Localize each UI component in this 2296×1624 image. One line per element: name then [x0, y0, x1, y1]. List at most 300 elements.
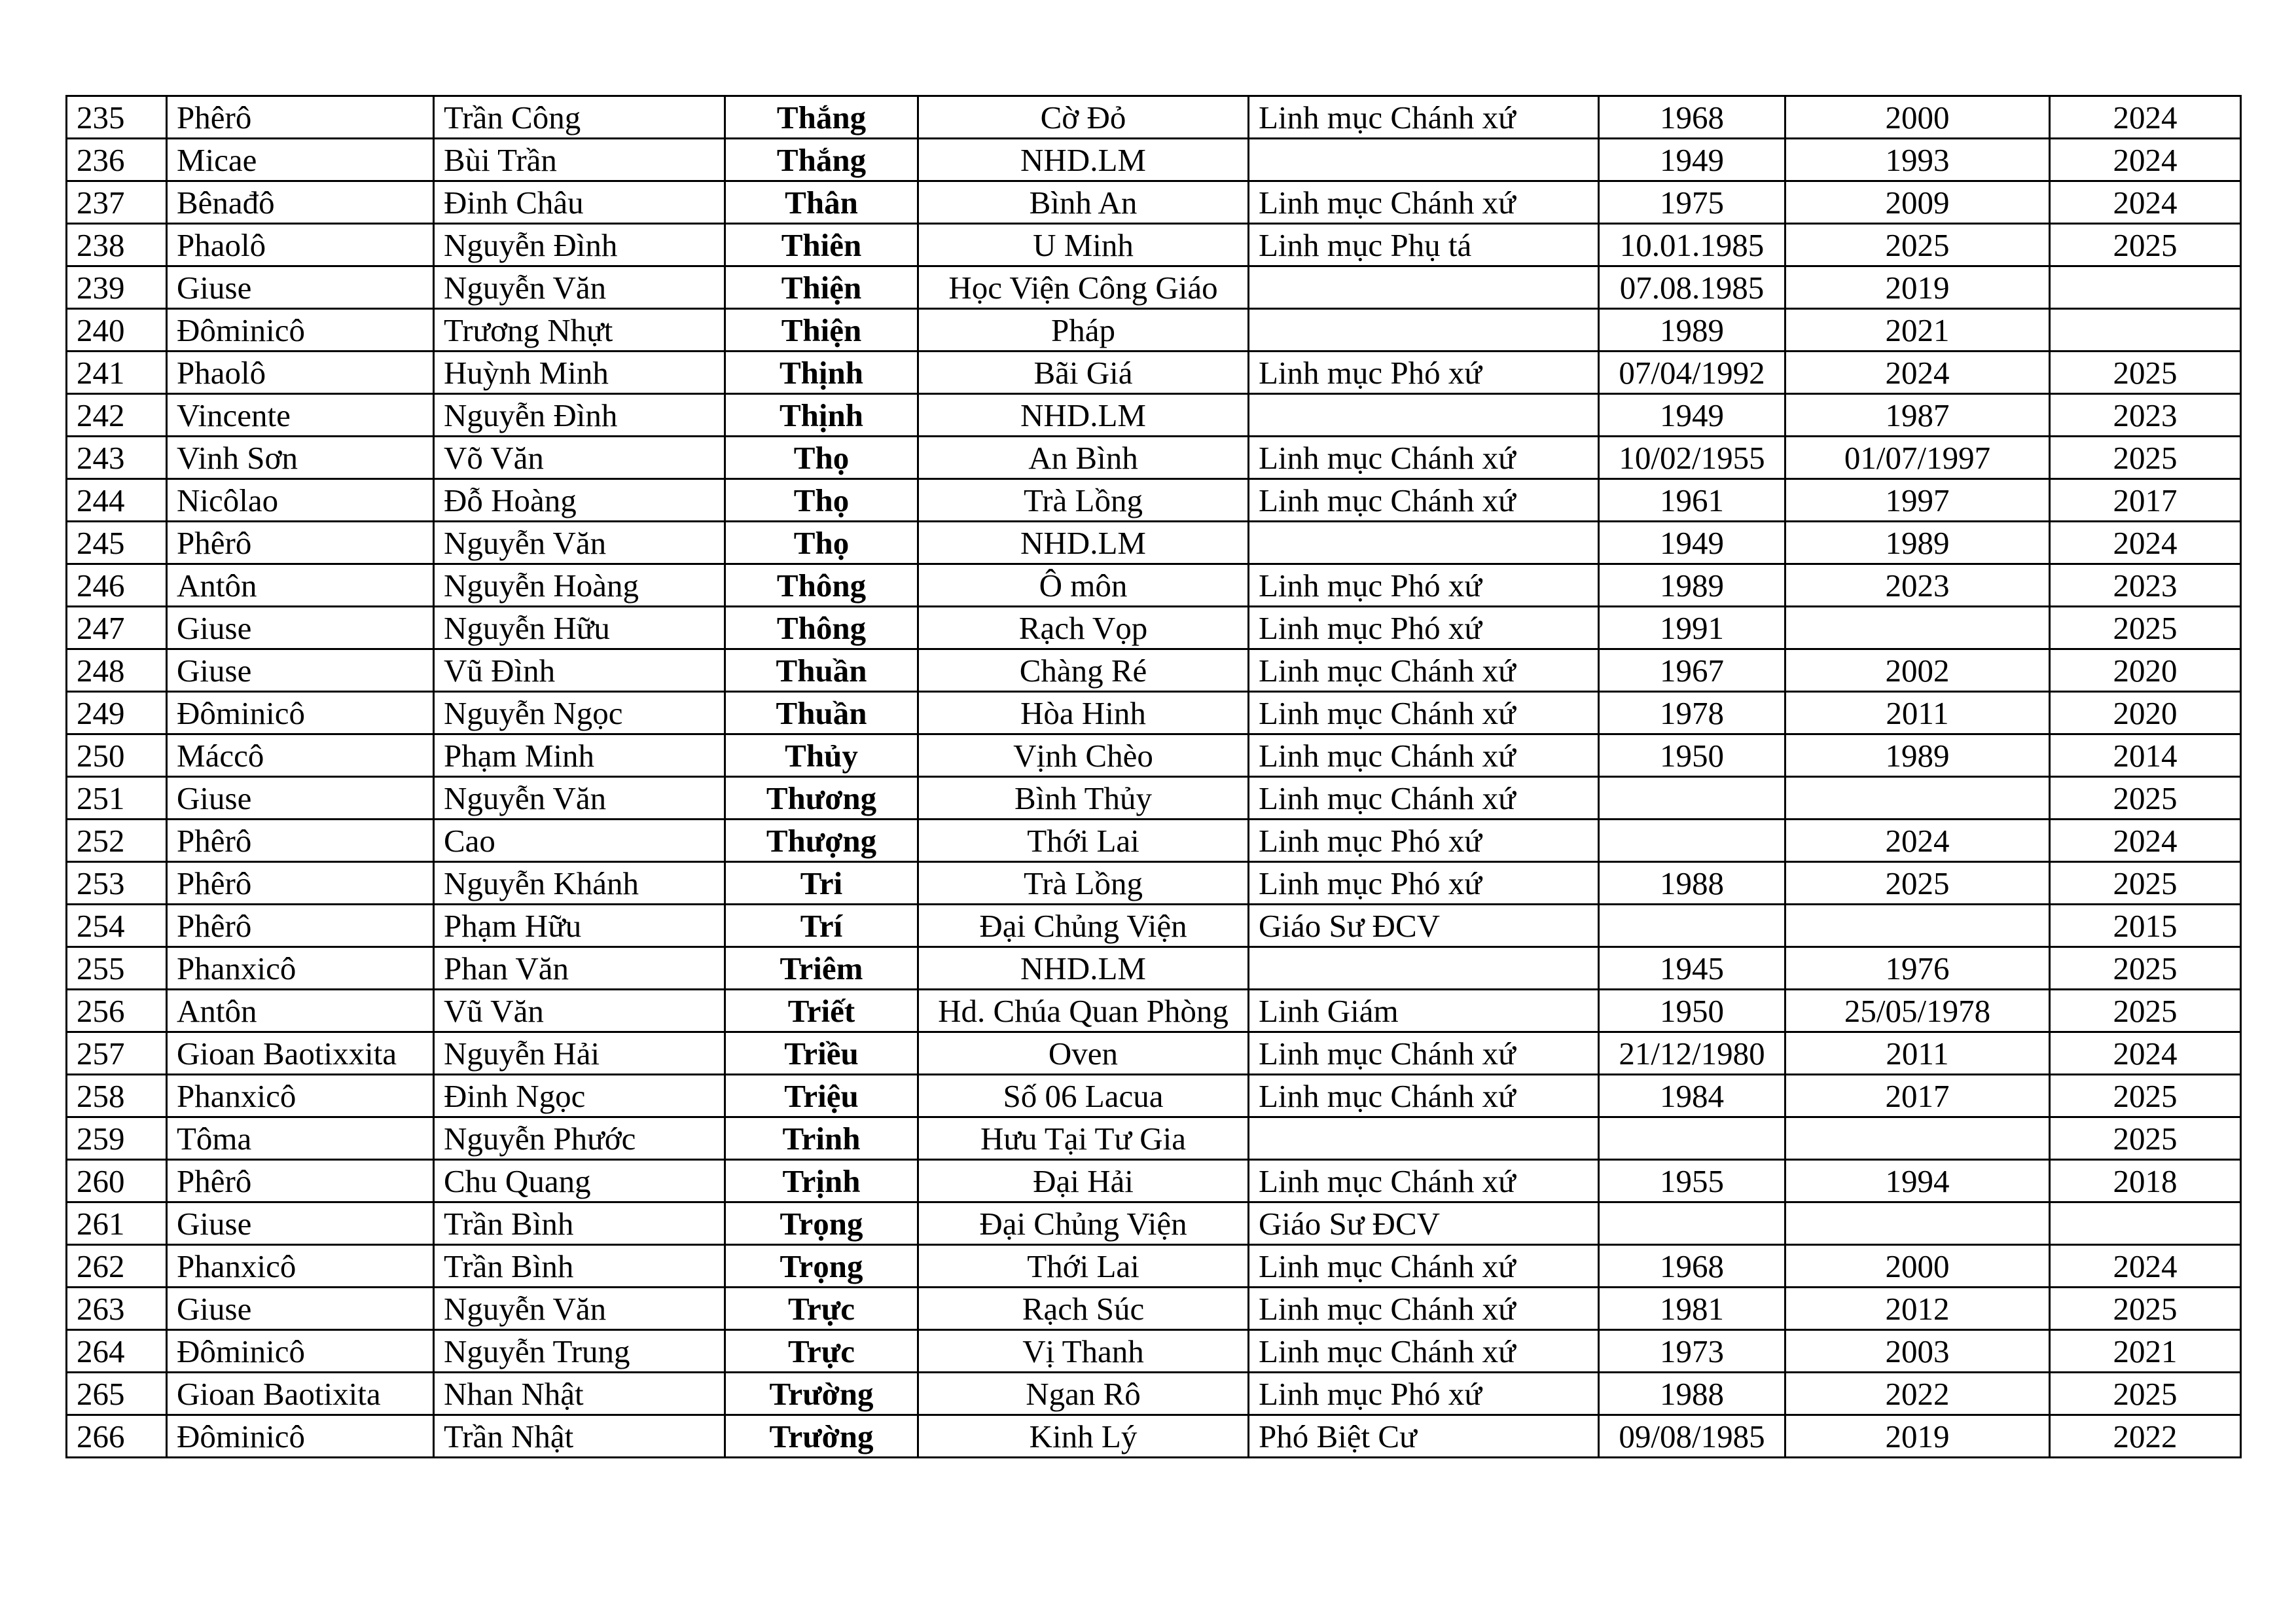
birth-date-cell: 1968 — [1599, 1245, 1785, 1288]
ordination-date-cell: 2024 — [1785, 820, 2050, 862]
assignment-place-cell: Kinh Lý — [918, 1415, 1249, 1458]
table-row — [67, 352, 2241, 394]
family-name-cell: Nguyễn Văn — [434, 777, 725, 820]
ordination-date-cell: 1989 — [1785, 734, 2050, 777]
assignment-place-cell: NHD.LM — [918, 139, 1249, 181]
birth-date-cell: 07/04/1992 — [1599, 352, 1785, 394]
row-number-cell: 249 — [67, 692, 167, 734]
appointment-year-cell: 2024 — [2050, 1032, 2241, 1075]
saint-name-cell: Giuse — [167, 607, 434, 649]
table-row — [67, 1117, 2241, 1160]
row-number-cell: 253 — [67, 862, 167, 905]
appointment-year-cell: 2020 — [2050, 649, 2241, 692]
role-cell — [1249, 139, 1599, 181]
given-name-cell: Thông — [725, 607, 918, 649]
birth-date-cell: 1988 — [1599, 1373, 1785, 1415]
given-name-cell: Trọng — [725, 1202, 918, 1245]
given-name-cell: Thân — [725, 181, 918, 224]
appointment-year-cell: 2025 — [2050, 947, 2241, 990]
ordination-date-cell: 1994 — [1785, 1160, 2050, 1202]
assignment-place-cell: Đại Chủng Viện — [918, 905, 1249, 947]
appointment-year-cell: 2025 — [2050, 990, 2241, 1032]
ordination-date-cell: 2023 — [1785, 564, 2050, 607]
given-name-cell: Thọ — [725, 437, 918, 479]
row-number-cell: 262 — [67, 1245, 167, 1288]
appointment-year-cell: 2025 — [2050, 777, 2241, 820]
assignment-place-cell: Oven — [918, 1032, 1249, 1075]
assignment-place-cell: Hưu Tại Tư Gia — [918, 1117, 1249, 1160]
row-number-cell: 254 — [67, 905, 167, 947]
ordination-date-cell — [1785, 1202, 2050, 1245]
given-name-cell: Thịnh — [725, 352, 918, 394]
role-cell: Phó Biệt Cư — [1249, 1415, 1599, 1458]
row-number-cell: 239 — [67, 266, 167, 309]
family-name-cell: Nguyễn Đình — [434, 394, 725, 437]
saint-name-cell: Giuse — [167, 266, 434, 309]
saint-name-cell: Phanxicô — [167, 1075, 434, 1117]
ordination-date-cell: 2019 — [1785, 266, 2050, 309]
table-row — [67, 96, 2241, 139]
ordination-date-cell: 2022 — [1785, 1373, 2050, 1415]
given-name-cell: Thuần — [725, 649, 918, 692]
birth-date-cell: 1950 — [1599, 990, 1785, 1032]
appointment-year-cell: 2015 — [2050, 905, 2241, 947]
row-number-cell: 266 — [67, 1415, 167, 1458]
given-name-cell: Thắng — [725, 139, 918, 181]
table-row — [67, 1288, 2241, 1330]
appointment-year-cell: 2017 — [2050, 479, 2241, 522]
table-row — [67, 479, 2241, 522]
appointment-year-cell: 2024 — [2050, 522, 2241, 564]
role-cell: Linh mục Phó xứ — [1249, 607, 1599, 649]
table-row — [67, 139, 2241, 181]
given-name-cell: Trường — [725, 1415, 918, 1458]
appointment-year-cell — [2050, 266, 2241, 309]
saint-name-cell: Phêrô — [167, 96, 434, 139]
family-name-cell: Trần Bình — [434, 1202, 725, 1245]
given-name-cell: Trí — [725, 905, 918, 947]
role-cell: Linh mục Phó xứ — [1249, 564, 1599, 607]
given-name-cell: Thiện — [725, 309, 918, 352]
saint-name-cell: Đôminicô — [167, 1330, 434, 1373]
birth-date-cell: 1949 — [1599, 394, 1785, 437]
saint-name-cell: Máccô — [167, 734, 434, 777]
table-row — [67, 990, 2241, 1032]
table-row — [67, 1415, 2241, 1458]
table-row — [67, 1330, 2241, 1373]
role-cell: Giáo Sư ĐCV — [1249, 1202, 1599, 1245]
row-number-cell: 245 — [67, 522, 167, 564]
ordination-date-cell: 2025 — [1785, 224, 2050, 266]
birth-date-cell: 10/02/1955 — [1599, 437, 1785, 479]
birth-date-cell: 1949 — [1599, 139, 1785, 181]
given-name-cell: Thủy — [725, 734, 918, 777]
family-name-cell: Huỳnh Minh — [434, 352, 725, 394]
birth-date-cell: 1989 — [1599, 309, 1785, 352]
birth-date-cell: 1975 — [1599, 181, 1785, 224]
appointment-year-cell — [2050, 309, 2241, 352]
birth-date-cell: 1967 — [1599, 649, 1785, 692]
table-row — [67, 1160, 2241, 1202]
given-name-cell: Trực — [725, 1288, 918, 1330]
ordination-date-cell: 1989 — [1785, 522, 2050, 564]
row-number-cell: 258 — [67, 1075, 167, 1117]
given-name-cell: Thọ — [725, 479, 918, 522]
role-cell: Linh mục Phó xứ — [1249, 1373, 1599, 1415]
family-name-cell: Trần Bình — [434, 1245, 725, 1288]
appointment-year-cell: 2025 — [2050, 1373, 2241, 1415]
row-number-cell: 261 — [67, 1202, 167, 1245]
family-name-cell: Phạm Hữu — [434, 905, 725, 947]
saint-name-cell: Vinh Sơn — [167, 437, 434, 479]
ordination-date-cell: 1993 — [1785, 139, 2050, 181]
table-row — [67, 947, 2241, 990]
saint-name-cell: Phêrô — [167, 905, 434, 947]
appointment-year-cell: 2025 — [2050, 224, 2241, 266]
appointment-year-cell: 2024 — [2050, 1245, 2241, 1288]
given-name-cell: Tri — [725, 862, 918, 905]
appointment-year-cell: 2022 — [2050, 1415, 2241, 1458]
table-row — [67, 266, 2241, 309]
row-number-cell: 243 — [67, 437, 167, 479]
role-cell: Linh mục Phụ tá — [1249, 224, 1599, 266]
role-cell: Linh mục Chánh xứ — [1249, 777, 1599, 820]
birth-date-cell — [1599, 820, 1785, 862]
birth-date-cell: 10.01.1985 — [1599, 224, 1785, 266]
row-number-cell: 259 — [67, 1117, 167, 1160]
assignment-place-cell: Vị Thanh — [918, 1330, 1249, 1373]
saint-name-cell: Giuse — [167, 777, 434, 820]
row-number-cell: 237 — [67, 181, 167, 224]
assignment-place-cell: Hd. Chúa Quan Phòng — [918, 990, 1249, 1032]
given-name-cell: Trịnh — [725, 1160, 918, 1202]
birth-date-cell: 1984 — [1599, 1075, 1785, 1117]
birth-date-cell: 1968 — [1599, 96, 1785, 139]
appointment-year-cell — [2050, 1202, 2241, 1245]
table-row — [67, 1245, 2241, 1288]
assignment-place-cell: NHD.LM — [918, 522, 1249, 564]
saint-name-cell: Nicôlao — [167, 479, 434, 522]
birth-date-cell: 1950 — [1599, 734, 1785, 777]
saint-name-cell: Giuse — [167, 1288, 434, 1330]
family-name-cell: Nguyễn Văn — [434, 522, 725, 564]
row-number-cell: 241 — [67, 352, 167, 394]
appointment-year-cell: 2021 — [2050, 1330, 2241, 1373]
family-name-cell: Bùi Trần — [434, 139, 725, 181]
row-number-cell: 240 — [67, 309, 167, 352]
role-cell — [1249, 309, 1599, 352]
birth-date-cell: 1955 — [1599, 1160, 1785, 1202]
ordination-date-cell: 2019 — [1785, 1415, 2050, 1458]
birth-date-cell: 1978 — [1599, 692, 1785, 734]
birth-date-cell — [1599, 905, 1785, 947]
ordination-date-cell: 2025 — [1785, 862, 2050, 905]
family-name-cell: Nguyễn Hoàng — [434, 564, 725, 607]
row-number-cell: 242 — [67, 394, 167, 437]
ordination-date-cell: 2009 — [1785, 181, 2050, 224]
table-row — [67, 564, 2241, 607]
family-name-cell: Nguyễn Văn — [434, 1288, 725, 1330]
table-row — [67, 1202, 2241, 1245]
ordination-date-cell: 2002 — [1785, 649, 2050, 692]
assignment-place-cell: Số 06 Lacua — [918, 1075, 1249, 1117]
assignment-place-cell: Rạch Vọp — [918, 607, 1249, 649]
appointment-year-cell: 2023 — [2050, 564, 2241, 607]
given-name-cell: Triều — [725, 1032, 918, 1075]
birth-date-cell: 21/12/1980 — [1599, 1032, 1785, 1075]
assignment-place-cell: Thới Lai — [918, 820, 1249, 862]
birth-date-cell — [1599, 1117, 1785, 1160]
family-name-cell: Trần Nhật — [434, 1415, 725, 1458]
birth-date-cell: 1961 — [1599, 479, 1785, 522]
row-number-cell: 250 — [67, 734, 167, 777]
appointment-year-cell: 2024 — [2050, 820, 2241, 862]
assignment-place-cell: Chàng Ré — [918, 649, 1249, 692]
assignment-place-cell: U Minh — [918, 224, 1249, 266]
family-name-cell: Phan Văn — [434, 947, 725, 990]
row-number-cell: 264 — [67, 1330, 167, 1373]
role-cell: Linh mục Chánh xứ — [1249, 479, 1599, 522]
table-row — [67, 181, 2241, 224]
table-row — [67, 1032, 2241, 1075]
assignment-place-cell: Trà Lồng — [918, 479, 1249, 522]
role-cell — [1249, 266, 1599, 309]
given-name-cell: Thắng — [725, 96, 918, 139]
saint-name-cell: Phêrô — [167, 522, 434, 564]
appointment-year-cell: 2025 — [2050, 1117, 2241, 1160]
row-number-cell: 257 — [67, 1032, 167, 1075]
table-row — [67, 1075, 2241, 1117]
row-number-cell: 246 — [67, 564, 167, 607]
family-name-cell: Đinh Châu — [434, 181, 725, 224]
role-cell: Linh mục Chánh xứ — [1249, 1075, 1599, 1117]
given-name-cell: Thượng — [725, 820, 918, 862]
saint-name-cell: Đôminicô — [167, 692, 434, 734]
table-row — [67, 522, 2241, 564]
appointment-year-cell: 2014 — [2050, 734, 2241, 777]
family-name-cell: Đinh Ngọc — [434, 1075, 725, 1117]
given-name-cell: Triết — [725, 990, 918, 1032]
ordination-date-cell: 2012 — [1785, 1288, 2050, 1330]
ordination-date-cell: 01/07/1997 — [1785, 437, 2050, 479]
saint-name-cell: Gioan Baotixita — [167, 1373, 434, 1415]
assignment-place-cell: NHD.LM — [918, 394, 1249, 437]
assignment-place-cell: Bãi Giá — [918, 352, 1249, 394]
ordination-date-cell — [1785, 777, 2050, 820]
role-cell: Linh mục Chánh xứ — [1249, 734, 1599, 777]
given-name-cell: Triệu — [725, 1075, 918, 1117]
ordination-date-cell: 2000 — [1785, 1245, 2050, 1288]
appointment-year-cell: 2024 — [2050, 181, 2241, 224]
role-cell: Linh mục Chánh xứ — [1249, 1330, 1599, 1373]
saint-name-cell: Phaolô — [167, 352, 434, 394]
ordination-date-cell — [1785, 905, 2050, 947]
given-name-cell: Trinh — [725, 1117, 918, 1160]
saint-name-cell: Micae — [167, 139, 434, 181]
assignment-place-cell: Trà Lồng — [918, 862, 1249, 905]
table-row — [67, 692, 2241, 734]
assignment-place-cell: Pháp — [918, 309, 1249, 352]
ordination-date-cell: 1976 — [1785, 947, 2050, 990]
row-number-cell: 256 — [67, 990, 167, 1032]
saint-name-cell: Phanxicô — [167, 947, 434, 990]
row-number-cell: 238 — [67, 224, 167, 266]
ordination-date-cell: 2011 — [1785, 1032, 2050, 1075]
ordination-date-cell — [1785, 607, 2050, 649]
birth-date-cell: 1989 — [1599, 564, 1785, 607]
appointment-year-cell: 2018 — [2050, 1160, 2241, 1202]
family-name-cell: Nguyễn Văn — [434, 266, 725, 309]
family-name-cell: Phạm Minh — [434, 734, 725, 777]
assignment-place-cell: An Bình — [918, 437, 1249, 479]
role-cell: Linh mục Chánh xứ — [1249, 1288, 1599, 1330]
given-name-cell: Thuần — [725, 692, 918, 734]
row-number-cell: 247 — [67, 607, 167, 649]
given-name-cell: Thiện — [725, 266, 918, 309]
appointment-year-cell: 2023 — [2050, 394, 2241, 437]
given-name-cell: Trực — [725, 1330, 918, 1373]
role-cell — [1249, 522, 1599, 564]
table-row — [67, 607, 2241, 649]
clergy-table-body — [67, 96, 2241, 1458]
given-name-cell: Thông — [725, 564, 918, 607]
given-name-cell: Thịnh — [725, 394, 918, 437]
role-cell: Linh mục Chánh xứ — [1249, 181, 1599, 224]
ordination-date-cell: 25/05/1978 — [1785, 990, 2050, 1032]
family-name-cell: Nguyễn Khánh — [434, 862, 725, 905]
saint-name-cell: Phaolô — [167, 224, 434, 266]
role-cell: Linh mục Phó xứ — [1249, 352, 1599, 394]
given-name-cell: Thiên — [725, 224, 918, 266]
role-cell: Linh mục Chánh xứ — [1249, 1245, 1599, 1288]
family-name-cell: Vũ Văn — [434, 990, 725, 1032]
assignment-place-cell: Ô môn — [918, 564, 1249, 607]
assignment-place-cell: Bình Thủy — [918, 777, 1249, 820]
row-number-cell: 251 — [67, 777, 167, 820]
ordination-date-cell: 2011 — [1785, 692, 2050, 734]
family-name-cell: Nguyễn Phước — [434, 1117, 725, 1160]
family-name-cell: Nguyễn Ngọc — [434, 692, 725, 734]
row-number-cell: 244 — [67, 479, 167, 522]
saint-name-cell: Tôma — [167, 1117, 434, 1160]
role-cell: Linh mục Phó xứ — [1249, 862, 1599, 905]
appointment-year-cell: 2024 — [2050, 139, 2241, 181]
birth-date-cell: 09/08/1985 — [1599, 1415, 1785, 1458]
saint-name-cell: Antôn — [167, 564, 434, 607]
table-row — [67, 649, 2241, 692]
ordination-date-cell — [1785, 1117, 2050, 1160]
table-row — [67, 224, 2241, 266]
role-cell: Giáo Sư ĐCV — [1249, 905, 1599, 947]
table-row — [67, 905, 2241, 947]
appointment-year-cell: 2025 — [2050, 1288, 2241, 1330]
family-name-cell: Cao — [434, 820, 725, 862]
family-name-cell: Nguyễn Trung — [434, 1330, 725, 1373]
birth-date-cell: 1945 — [1599, 947, 1785, 990]
saint-name-cell: Phêrô — [167, 820, 434, 862]
role-cell: Linh mục Chánh xứ — [1249, 649, 1599, 692]
saint-name-cell: Phêrô — [167, 1160, 434, 1202]
appointment-year-cell: 2025 — [2050, 607, 2241, 649]
table-row — [67, 437, 2241, 479]
ordination-date-cell: 2021 — [1785, 309, 2050, 352]
family-name-cell: Trương Nhựt — [434, 309, 725, 352]
table-row — [67, 309, 2241, 352]
family-name-cell: Nguyễn Hữu — [434, 607, 725, 649]
row-number-cell: 260 — [67, 1160, 167, 1202]
table-row — [67, 394, 2241, 437]
appointment-year-cell: 2025 — [2050, 1075, 2241, 1117]
assignment-place-cell: Học Viện Công Giáo — [918, 266, 1249, 309]
assignment-place-cell: NHD.LM — [918, 947, 1249, 990]
table-row — [67, 862, 2241, 905]
family-name-cell: Võ Văn — [434, 437, 725, 479]
saint-name-cell: Đôminicô — [167, 1415, 434, 1458]
family-name-cell: Nhan Nhật — [434, 1373, 725, 1415]
row-number-cell: 263 — [67, 1288, 167, 1330]
ordination-date-cell: 2024 — [1785, 352, 2050, 394]
role-cell: Linh mục Chánh xứ — [1249, 692, 1599, 734]
row-number-cell: 248 — [67, 649, 167, 692]
table-row — [67, 777, 2241, 820]
given-name-cell: Trọng — [725, 1245, 918, 1288]
saint-name-cell: Gioan Baotixxita — [167, 1032, 434, 1075]
table-row — [67, 734, 2241, 777]
table-row — [67, 820, 2241, 862]
given-name-cell: Triêm — [725, 947, 918, 990]
family-name-cell: Nguyễn Đình — [434, 224, 725, 266]
saint-name-cell: Phanxicô — [167, 1245, 434, 1288]
appointment-year-cell: 2024 — [2050, 96, 2241, 139]
ordination-date-cell: 1987 — [1785, 394, 2050, 437]
role-cell — [1249, 394, 1599, 437]
assignment-place-cell: Đại Hải — [918, 1160, 1249, 1202]
role-cell — [1249, 1117, 1599, 1160]
role-cell: Linh mục Chánh xứ — [1249, 1160, 1599, 1202]
family-name-cell: Đỗ Hoàng — [434, 479, 725, 522]
birth-date-cell: 1949 — [1599, 522, 1785, 564]
row-number-cell: 252 — [67, 820, 167, 862]
family-name-cell: Vũ Đình — [434, 649, 725, 692]
role-cell: Linh mục Phó xứ — [1249, 820, 1599, 862]
birth-date-cell — [1599, 1202, 1785, 1245]
saint-name-cell: Antôn — [167, 990, 434, 1032]
row-number-cell: 265 — [67, 1373, 167, 1415]
assignment-place-cell: Thới Lai — [918, 1245, 1249, 1288]
appointment-year-cell: 2020 — [2050, 692, 2241, 734]
ordination-date-cell: 2000 — [1785, 96, 2050, 139]
row-number-cell: 235 — [67, 96, 167, 139]
birth-date-cell: 1991 — [1599, 607, 1785, 649]
role-cell: Linh mục Chánh xứ — [1249, 96, 1599, 139]
saint-name-cell: Giuse — [167, 649, 434, 692]
assignment-place-cell: Bình An — [918, 181, 1249, 224]
given-name-cell: Thương — [725, 777, 918, 820]
given-name-cell: Trường — [725, 1373, 918, 1415]
assignment-place-cell: Ngan Rô — [918, 1373, 1249, 1415]
ordination-date-cell: 1997 — [1785, 479, 2050, 522]
birth-date-cell: 1988 — [1599, 862, 1785, 905]
birth-date-cell: 1981 — [1599, 1288, 1785, 1330]
birth-date-cell: 1973 — [1599, 1330, 1785, 1373]
family-name-cell: Nguyễn Hải — [434, 1032, 725, 1075]
given-name-cell: Thọ — [725, 522, 918, 564]
assignment-place-cell: Vịnh Chèo — [918, 734, 1249, 777]
family-name-cell: Chu Quang — [434, 1160, 725, 1202]
family-name-cell: Trần Công — [434, 96, 725, 139]
appointment-year-cell: 2025 — [2050, 352, 2241, 394]
appointment-year-cell: 2025 — [2050, 437, 2241, 479]
